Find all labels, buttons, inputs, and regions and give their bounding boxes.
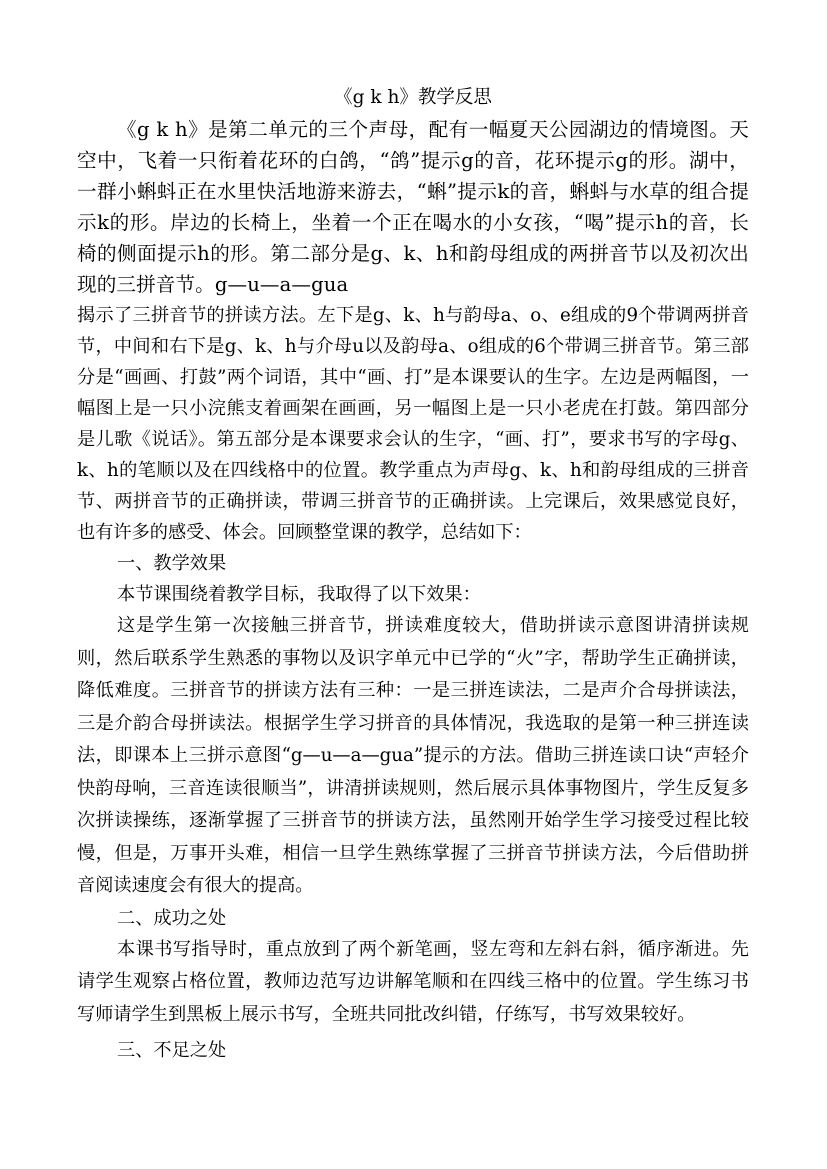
section-heading-success: 二、成功之处 [117,907,227,929]
section-heading-teaching-effect: 一、教学效果 [117,553,227,574]
document-page [77,84,749,1066]
section-heading-shortcomings: 三、不足之处 [117,1040,227,1061]
section1-body: 这是学生第一次接触三拼音节，拼读难度较大，借助拼读示意图讲清拼读规则，然后联系学生熟悉的事物以及识字单元中已学的“火”字，帮助学生正确拼读，降低难度。三拼音节的拼读方法有三种：一是三拼连读法，二是声介合母拼读法，三是介韵合母拼读法。根据学生学习拼音的具体情况，我选取的是第一种三拼连读法，即课本上三拼示意图“g—u—a—gua”提示的方法。借助三拼连读口诀“声轻介快韵母响，三音连读很顺当”，讲清拼读规则，然后展示具体事物图片，学生反复多次拼读操练，逐渐掌握了三拼音节的拼读方法，虽然刚开始学生学习接受过程比较慢，但是，万事开头难，相信一旦学生熟练掌握了三拼音节拼读方法，今后借助拼音阅读速度会有很大的提高。 [77,615,749,896]
section2-body: 本课书写指导时，重点放到了两个新笔画，竖左弯和左斜右斜，循序渐进。先请学生观察占格位置，教师边范写边讲解笔顺和在四线三格中的位置。学生练习书写师请学生到黑板上展示书写，全班共同批改纠错，仔练写，书写效果较好。 [77,938,749,1025]
intro-paragraph-part1: 《g k h》是第二单元的三个声母，配有一幅夏天公园湖边的情境图。天空中，飞着一只衔着花环的白鸽，“鸽”提示g的音，花环提示g的形。湖中，一群小蝌蚪正在水里快活地游来游去，“蝌”提示k的音，蝌蚪与水草的组合提示k的形。岸边的长椅上，坐着一个正在喝水的小女孩，“喝”提示h的音，长椅的侧面提示h的形。第二部分是g、k、h和韵母组成的两拼音节以及初次出现的三拼音节。g—u—a—gua [77,118,749,296]
document-title: 《g k h》教学反思 [334,87,492,108]
intro-paragraph-part2: 揭示了三拼音节的拼读方法。左下是g、k、h与韵母a、o、e组成的9个带调两拼音节，中间和右下是g、k、h与介母u以及韵母a、o组成的6个带调三拼音节。第三部分是“画画、打鼓”两个词语，其中“画、打”是本课要认的生字。左边是两幅图，一幅图上是一只小浣熊支着画架在画画，另一幅图上是一只小老虎在打鼓。第四部分是儿歌《说话》。第五部分是本课要求会认的生字，“画、打”，要求书写的字母g、k、h的笔顺以及在四线格中的位置。教学重点为声母g、k、h和韵母组成的三拼音节、两拼音节的正确拼读，带调三拼音节的正确拼读。上完课后，效果感觉良好，也有许多的感受、体会。回顾整堂课的教学，总结如下： [77,305,749,543]
section1-intro: 本节课围绕着教学目标，我取得了以下效果： [117,584,481,605]
